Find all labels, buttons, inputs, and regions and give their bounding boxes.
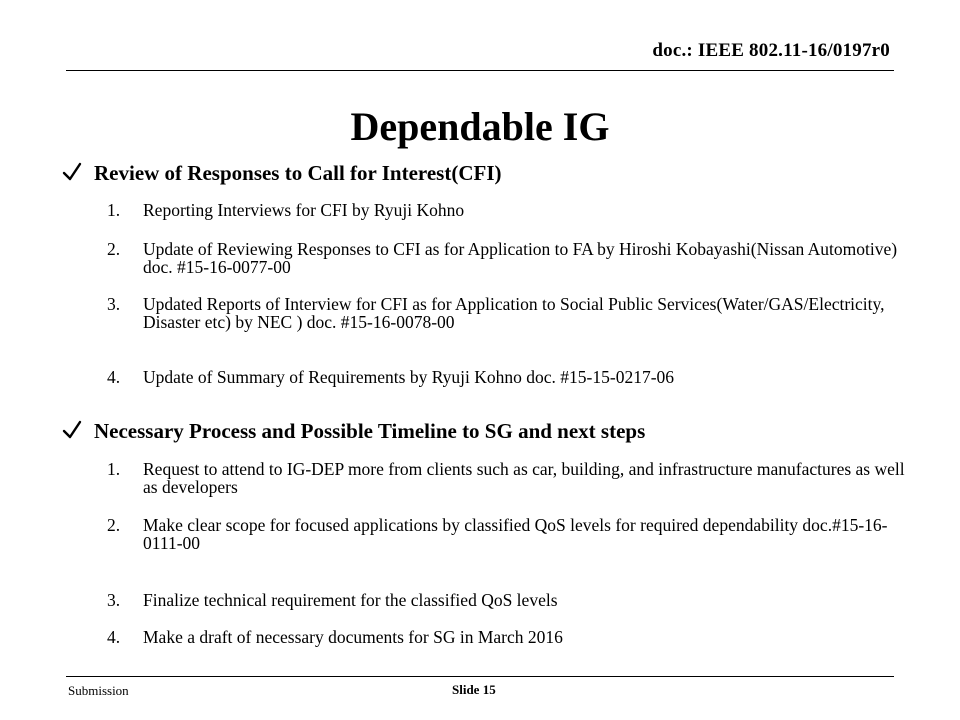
checkmark-icon: [62, 161, 82, 183]
section-process: [62, 419, 902, 443]
section-heading-text: Necessary Process and Possible Timeline to SG and next steps: [94, 419, 646, 443]
checkmark-icon: [62, 419, 82, 441]
footer-submission: Submission: [68, 683, 129, 698]
list-item-text: Reporting Interviews for CFI by Ryuji Kohno: [143, 200, 465, 220]
list-item-number: 4.: [107, 627, 121, 647]
list-item: [107, 240, 907, 276]
list-item-number: 3.: [107, 590, 121, 610]
list-item-number: 2.: [107, 515, 121, 535]
document-id: doc.: IEEE 802.11-16/0197r0: [652, 40, 890, 61]
list-item-text: Updated Reports of Interview for CFI as for Application to Social Public Services(Water/GAS/Electricity, Disaster etc) by NEC ) doc. #15-16-0078-00: [143, 294, 885, 332]
list-item: [107, 516, 907, 552]
footer-divider: [66, 676, 894, 677]
list-item-number: 4.: [107, 367, 121, 387]
section-review: [62, 161, 902, 185]
list-item: [107, 295, 907, 331]
list-item-text: Request to attend to IG-DEP more from clients such as car, building, and infrastructure manufactures as well as developers: [143, 459, 905, 497]
list-item: [107, 368, 907, 386]
section-heading-text: Review of Responses to Call for Interest(CFI): [94, 161, 502, 185]
list-item-number: 2.: [107, 239, 121, 259]
list-item-number: 1.: [107, 459, 121, 479]
slide-number: Slide 15: [452, 682, 496, 697]
list-item: [107, 591, 907, 609]
list-item: [107, 201, 907, 219]
list-item-number: 1.: [107, 200, 121, 220]
list-item-text: Update of Summary of Requirements by Ryuji Kohno doc. #15-15-0217-06: [143, 367, 675, 387]
list-item-number: 3.: [107, 294, 121, 314]
list-item: [107, 628, 907, 646]
slide-title: Dependable IG: [350, 104, 610, 149]
list-item-text: Make clear scope for focused applications by classified QoS levels for required dependability doc.#15-16-0111-00: [143, 515, 888, 553]
section-heading: [62, 161, 902, 185]
list-item-text: Update of Reviewing Responses to CFI as for Application to FA by Hiroshi Kobayashi(Nissan Automotive) doc. #15-16-0077-00: [143, 239, 898, 277]
list-item: [107, 460, 907, 496]
header-divider: [66, 70, 894, 71]
list-item-text: Make a draft of necessary documents for SG in March 2016: [143, 627, 563, 647]
list-item-text: Finalize technical requirement for the classified QoS levels: [143, 590, 558, 610]
section-heading: [62, 419, 902, 443]
